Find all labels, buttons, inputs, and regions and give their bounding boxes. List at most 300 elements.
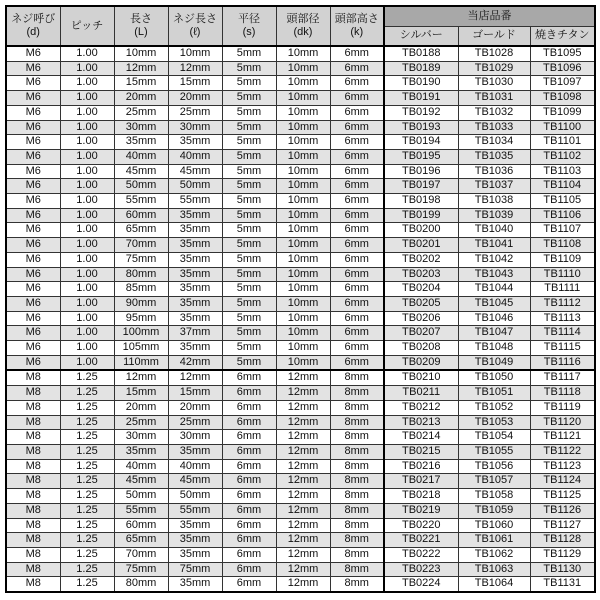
- table-cell: 5mm: [222, 61, 276, 76]
- table-cell: 1.25: [60, 518, 114, 533]
- header-head-diameter: [276, 6, 330, 46]
- table-row: [6, 267, 595, 282]
- table-row: [6, 400, 595, 415]
- header-thread-length: [168, 6, 222, 46]
- table-cell: TB0199: [384, 208, 458, 223]
- table-cell: 35mm: [168, 518, 222, 533]
- table-cell: 6mm: [330, 76, 384, 91]
- table-cell: 50mm: [114, 489, 168, 504]
- table-cell: 35mm: [168, 208, 222, 223]
- table-cell: TB1100: [530, 120, 595, 135]
- table-cell: 1.25: [60, 547, 114, 562]
- table-cell: TB1033: [458, 120, 530, 135]
- table-cell: 12mm: [276, 577, 330, 592]
- table-cell: 1.25: [60, 533, 114, 548]
- table-cell: 8mm: [330, 474, 384, 489]
- header-screw-size-title: ネジ呼び: [11, 13, 56, 25]
- table-cell: TB0222: [384, 547, 458, 562]
- table-cell: 35mm: [168, 282, 222, 297]
- table-cell: 5mm: [222, 341, 276, 356]
- table-row: [6, 61, 595, 76]
- table-cell: 10mm: [276, 252, 330, 267]
- table-cell: 5mm: [222, 208, 276, 223]
- table-cell: 10mm: [276, 46, 330, 61]
- table-cell: 5mm: [222, 282, 276, 297]
- table-row: [6, 533, 595, 548]
- table-cell: TB1118: [530, 386, 595, 401]
- table-row: [6, 164, 595, 179]
- table-cell: TB0210: [384, 370, 458, 385]
- table-cell: 1.00: [60, 311, 114, 326]
- table-cell: TB1106: [530, 208, 595, 223]
- table-cell: M6: [6, 311, 60, 326]
- table-cell: TB1031: [458, 91, 530, 106]
- table-cell: 65mm: [114, 223, 168, 238]
- table-cell: 60mm: [114, 208, 168, 223]
- table-cell: 12mm: [276, 386, 330, 401]
- table-cell: 35mm: [168, 267, 222, 282]
- table-cell: 6mm: [330, 120, 384, 135]
- table-cell: M8: [6, 386, 60, 401]
- table-row: [6, 503, 595, 518]
- table-cell: 10mm: [276, 105, 330, 120]
- table-cell: 6mm: [222, 386, 276, 401]
- table-cell: 5mm: [222, 252, 276, 267]
- table-cell: M6: [6, 164, 60, 179]
- table-cell: 6mm: [222, 444, 276, 459]
- table-cell: 6mm: [330, 105, 384, 120]
- table-cell: 5mm: [222, 105, 276, 120]
- table-cell: 45mm: [168, 474, 222, 489]
- table-cell: 5mm: [222, 179, 276, 194]
- header-silver: シルバー: [384, 26, 458, 46]
- table-cell: 1.25: [60, 459, 114, 474]
- table-cell: 12mm: [276, 415, 330, 430]
- table-cell: 55mm: [168, 503, 222, 518]
- table-cell: 12mm: [168, 61, 222, 76]
- table-cell: 1.25: [60, 400, 114, 415]
- table-cell: M6: [6, 267, 60, 282]
- table-cell: TB1131: [530, 577, 595, 592]
- table-cell: M6: [6, 61, 60, 76]
- table-cell: 95mm: [114, 311, 168, 326]
- table-cell: TB1127: [530, 518, 595, 533]
- table-cell: 105mm: [114, 341, 168, 356]
- table-cell: TB1029: [458, 61, 530, 76]
- table-cell: TB1095: [530, 46, 595, 61]
- table-cell: TB1097: [530, 76, 595, 91]
- table-cell: 12mm: [276, 547, 330, 562]
- table-cell: 1.00: [60, 341, 114, 356]
- table-cell: TB0219: [384, 503, 458, 518]
- table-cell: 10mm: [276, 164, 330, 179]
- table-cell: 6mm: [330, 326, 384, 341]
- table-cell: 8mm: [330, 489, 384, 504]
- table-cell: TB1098: [530, 91, 595, 106]
- table-cell: M8: [6, 518, 60, 533]
- table-cell: M8: [6, 400, 60, 415]
- table-cell: 100mm: [114, 326, 168, 341]
- table-cell: TB1036: [458, 164, 530, 179]
- table-cell: TB1120: [530, 415, 595, 430]
- table-cell: 50mm: [168, 489, 222, 504]
- table-cell: 6mm: [330, 311, 384, 326]
- table-cell: 6mm: [330, 149, 384, 164]
- table-cell: TB1104: [530, 179, 595, 194]
- table-cell: 15mm: [168, 386, 222, 401]
- table-cell: 45mm: [114, 474, 168, 489]
- table-cell: TB1050: [458, 370, 530, 385]
- table-cell: 12mm: [276, 562, 330, 577]
- table-row: [6, 370, 595, 385]
- table-cell: 20mm: [114, 91, 168, 106]
- table-cell: 85mm: [114, 282, 168, 297]
- table-cell: TB1034: [458, 135, 530, 150]
- table-cell: TB1055: [458, 444, 530, 459]
- table-cell: TB0201: [384, 238, 458, 253]
- table-cell: TB1105: [530, 194, 595, 209]
- table-cell: TB0205: [384, 296, 458, 311]
- table-cell: 5mm: [222, 311, 276, 326]
- table-cell: 40mm: [114, 459, 168, 474]
- table-cell: M8: [6, 489, 60, 504]
- table-cell: 10mm: [276, 91, 330, 106]
- table-row: [6, 444, 595, 459]
- table-cell: 6mm: [330, 135, 384, 150]
- table-cell: 10mm: [276, 149, 330, 164]
- table-cell: TB1123: [530, 459, 595, 474]
- table-cell: 6mm: [222, 562, 276, 577]
- table-cell: 1.25: [60, 370, 114, 385]
- table-cell: M6: [6, 355, 60, 370]
- table-header: [6, 6, 595, 46]
- header-flat-width-title: 平径: [238, 13, 260, 25]
- table-cell: 6mm: [330, 355, 384, 370]
- table-cell: 1.00: [60, 296, 114, 311]
- table-cell: 8mm: [330, 430, 384, 445]
- table-cell: M6: [6, 179, 60, 194]
- table-cell: 1.00: [60, 76, 114, 91]
- table-cell: M8: [6, 370, 60, 385]
- table-row: [6, 223, 595, 238]
- table-cell: TB0193: [384, 120, 458, 135]
- table-cell: 6mm: [222, 489, 276, 504]
- header-burnt-titanium: 焼きチタン: [530, 26, 595, 46]
- table-row: [6, 547, 595, 562]
- table-cell: M8: [6, 503, 60, 518]
- table-cell: M6: [6, 105, 60, 120]
- table-cell: 12mm: [276, 474, 330, 489]
- table-cell: TB1060: [458, 518, 530, 533]
- table-cell: M6: [6, 208, 60, 223]
- table-row: [6, 518, 595, 533]
- table-cell: 75mm: [114, 252, 168, 267]
- header-thread-length-title: ネジ長さ: [173, 13, 217, 25]
- table-cell: 12mm: [168, 370, 222, 385]
- table-cell: 1.00: [60, 355, 114, 370]
- table-cell: TB0212: [384, 400, 458, 415]
- header-thread-length-symbol: (ℓ): [189, 26, 201, 38]
- table-cell: M8: [6, 474, 60, 489]
- table-cell: 1.00: [60, 91, 114, 106]
- table-cell: 10mm: [168, 46, 222, 61]
- table-cell: 1.00: [60, 120, 114, 135]
- table-cell: 1.25: [60, 577, 114, 592]
- table-cell: 35mm: [114, 135, 168, 150]
- table-cell: 1.00: [60, 179, 114, 194]
- table-cell: TB1035: [458, 149, 530, 164]
- table-cell: M8: [6, 415, 60, 430]
- table-cell: TB1044: [458, 282, 530, 297]
- table-row: [6, 326, 595, 341]
- header-head-height-symbol: (k): [350, 26, 364, 38]
- table-cell: 8mm: [330, 503, 384, 518]
- table-cell: TB1057: [458, 474, 530, 489]
- header-length: [114, 6, 168, 46]
- table-cell: TB1059: [458, 503, 530, 518]
- table-cell: 35mm: [168, 444, 222, 459]
- table-cell: 1.25: [60, 562, 114, 577]
- table-row: [6, 46, 595, 61]
- table-cell: TB0191: [384, 91, 458, 106]
- table-cell: TB0200: [384, 223, 458, 238]
- table-cell: 1.00: [60, 46, 114, 61]
- table-cell: 20mm: [168, 400, 222, 415]
- table-cell: TB0206: [384, 311, 458, 326]
- table-cell: 1.00: [60, 135, 114, 150]
- table-cell: 1.00: [60, 267, 114, 282]
- header-pitch: [60, 6, 114, 46]
- table-cell: 20mm: [114, 400, 168, 415]
- table-cell: TB1043: [458, 267, 530, 282]
- table-row: [6, 149, 595, 164]
- table-cell: M6: [6, 120, 60, 135]
- table-cell: 12mm: [114, 61, 168, 76]
- table-cell: M6: [6, 238, 60, 253]
- table-cell: 6mm: [222, 518, 276, 533]
- table-cell: 40mm: [114, 149, 168, 164]
- table-cell: 45mm: [168, 164, 222, 179]
- table-cell: 6mm: [330, 61, 384, 76]
- table-cell: TB0208: [384, 341, 458, 356]
- table-cell: M6: [6, 282, 60, 297]
- table-cell: TB1032: [458, 105, 530, 120]
- table-cell: 12mm: [276, 533, 330, 548]
- table-cell: TB1117: [530, 370, 595, 385]
- table-cell: 25mm: [168, 415, 222, 430]
- table-cell: TB0216: [384, 459, 458, 474]
- table-cell: 1.00: [60, 149, 114, 164]
- table-cell: 30mm: [114, 120, 168, 135]
- table-cell: 70mm: [114, 547, 168, 562]
- table-cell: TB1112: [530, 296, 595, 311]
- table-cell: M8: [6, 562, 60, 577]
- table-cell: 5mm: [222, 164, 276, 179]
- table-cell: TB1102: [530, 149, 595, 164]
- header-flat-width-symbol: (s): [242, 26, 256, 38]
- table-cell: TB1130: [530, 562, 595, 577]
- table-cell: 5mm: [222, 135, 276, 150]
- table-cell: 55mm: [114, 503, 168, 518]
- table-cell: 1.00: [60, 238, 114, 253]
- header-flat-width: [222, 6, 276, 46]
- header-head-diameter-symbol: (dk): [293, 26, 313, 38]
- table-row: [6, 179, 595, 194]
- table-cell: 20mm: [168, 91, 222, 106]
- table-cell: 6mm: [330, 91, 384, 106]
- table-cell: M6: [6, 46, 60, 61]
- table-row: [6, 474, 595, 489]
- table-cell: TB0214: [384, 430, 458, 445]
- table-cell: 60mm: [114, 518, 168, 533]
- table-cell: TB0194: [384, 135, 458, 150]
- table-cell: 30mm: [168, 120, 222, 135]
- table-cell: TB1045: [458, 296, 530, 311]
- table-cell: 55mm: [114, 194, 168, 209]
- table-row: [6, 208, 595, 223]
- table-cell: 6mm: [222, 415, 276, 430]
- table-row: [6, 135, 595, 150]
- table-cell: 5mm: [222, 120, 276, 135]
- header-pitch-title: ピッチ: [70, 19, 104, 32]
- table-cell: 6mm: [222, 503, 276, 518]
- table-cell: 45mm: [114, 164, 168, 179]
- table-cell: 12mm: [276, 370, 330, 385]
- table-cell: TB1052: [458, 400, 530, 415]
- table-row: [6, 577, 595, 592]
- table-cell: 6mm: [330, 223, 384, 238]
- table-cell: 6mm: [330, 208, 384, 223]
- table-cell: TB0196: [384, 164, 458, 179]
- table-cell: 70mm: [114, 238, 168, 253]
- table-cell: TB0223: [384, 562, 458, 577]
- table-cell: 1.25: [60, 444, 114, 459]
- table-cell: 1.25: [60, 415, 114, 430]
- table-cell: 6mm: [222, 430, 276, 445]
- table-cell: 1.25: [60, 503, 114, 518]
- table-cell: M8: [6, 459, 60, 474]
- table-cell: TB0217: [384, 474, 458, 489]
- table-cell: 6mm: [330, 194, 384, 209]
- table-cell: 12mm: [276, 489, 330, 504]
- table-row: [6, 355, 595, 370]
- table-cell: 6mm: [222, 400, 276, 415]
- table-cell: 1.00: [60, 194, 114, 209]
- table-cell: 10mm: [114, 46, 168, 61]
- table-cell: 8mm: [330, 370, 384, 385]
- table-body: [6, 46, 595, 592]
- table-cell: TB0220: [384, 518, 458, 533]
- table-cell: TB1063: [458, 562, 530, 577]
- table-cell: TB1048: [458, 341, 530, 356]
- table-cell: 6mm: [222, 533, 276, 548]
- table-cell: 10mm: [276, 179, 330, 194]
- header-screw-size-symbol: (d): [26, 26, 40, 38]
- table-cell: 8mm: [330, 518, 384, 533]
- table-cell: 6mm: [330, 164, 384, 179]
- table-cell: 8mm: [330, 562, 384, 577]
- table-cell: TB0198: [384, 194, 458, 209]
- table-cell: 35mm: [168, 311, 222, 326]
- table-cell: M6: [6, 91, 60, 106]
- table-cell: TB1129: [530, 547, 595, 562]
- table-cell: M8: [6, 444, 60, 459]
- table-cell: 1.00: [60, 282, 114, 297]
- table-cell: TB1053: [458, 415, 530, 430]
- table-cell: TB1064: [458, 577, 530, 592]
- table-cell: 10mm: [276, 135, 330, 150]
- table-cell: TB1061: [458, 533, 530, 548]
- table-cell: TB1041: [458, 238, 530, 253]
- table-cell: TB1114: [530, 326, 595, 341]
- table-cell: TB1058: [458, 489, 530, 504]
- table-cell: 15mm: [114, 76, 168, 91]
- table-cell: 12mm: [276, 503, 330, 518]
- table-cell: TB1113: [530, 311, 595, 326]
- table-cell: TB1116: [530, 355, 595, 370]
- table-cell: 10mm: [276, 296, 330, 311]
- table-row: [6, 562, 595, 577]
- table-row: [6, 311, 595, 326]
- table-cell: M6: [6, 76, 60, 91]
- table-cell: 10mm: [276, 120, 330, 135]
- table-cell: 8mm: [330, 533, 384, 548]
- table-cell: 5mm: [222, 223, 276, 238]
- table-cell: 1.25: [60, 474, 114, 489]
- table-cell: 50mm: [168, 179, 222, 194]
- table-cell: TB0188: [384, 46, 458, 61]
- table-cell: 30mm: [114, 430, 168, 445]
- table-row: [6, 415, 595, 430]
- table-cell: 8mm: [330, 459, 384, 474]
- table-cell: 1.25: [60, 489, 114, 504]
- table-cell: 5mm: [222, 149, 276, 164]
- table-cell: 25mm: [114, 105, 168, 120]
- table-cell: TB1107: [530, 223, 595, 238]
- table-cell: TB1109: [530, 252, 595, 267]
- table-cell: 5mm: [222, 46, 276, 61]
- table-row: [6, 120, 595, 135]
- table-cell: 6mm: [222, 459, 276, 474]
- table-cell: TB0190: [384, 76, 458, 91]
- table-cell: 6mm: [330, 179, 384, 194]
- table-cell: 65mm: [114, 533, 168, 548]
- table-cell: 35mm: [168, 296, 222, 311]
- table-cell: 6mm: [330, 267, 384, 282]
- table-cell: 6mm: [330, 282, 384, 297]
- table-cell: 1.00: [60, 326, 114, 341]
- header-length-symbol: (L): [134, 26, 148, 38]
- table-cell: 35mm: [168, 577, 222, 592]
- table-cell: TB0215: [384, 444, 458, 459]
- table-cell: TB1108: [530, 238, 595, 253]
- header-head-height-title: 頭部高さ: [334, 13, 379, 25]
- table-cell: 10mm: [276, 194, 330, 209]
- table-cell: TB1124: [530, 474, 595, 489]
- table-cell: 10mm: [276, 223, 330, 238]
- table-cell: TB0203: [384, 267, 458, 282]
- table-row: [6, 341, 595, 356]
- table-cell: 35mm: [114, 444, 168, 459]
- table-cell: TB0202: [384, 252, 458, 267]
- table-cell: 110mm: [114, 355, 168, 370]
- table-cell: M6: [6, 252, 60, 267]
- table-cell: 15mm: [114, 386, 168, 401]
- table-cell: 6mm: [330, 238, 384, 253]
- table-cell: TB0192: [384, 105, 458, 120]
- header-screw-size: [6, 6, 60, 46]
- table-cell: TB1128: [530, 533, 595, 548]
